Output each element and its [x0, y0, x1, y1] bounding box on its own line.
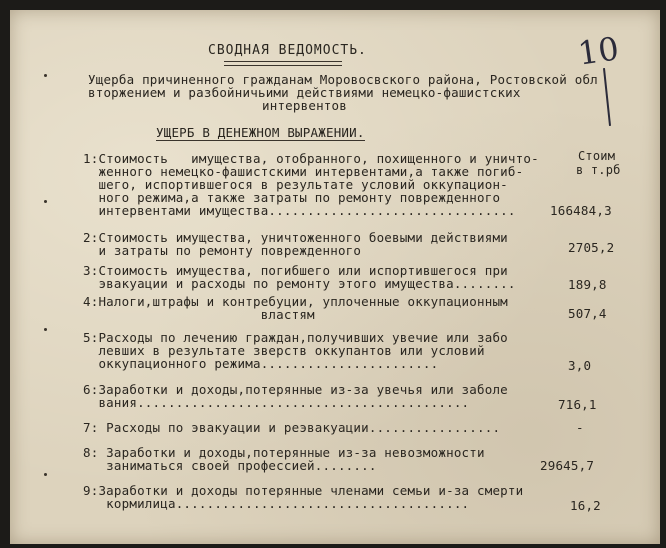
margin-mark: [44, 200, 47, 203]
item-4-line-2: властям: [83, 307, 315, 322]
item-2-value: 2705,2: [568, 240, 615, 255]
item-2-line-1: 2:Стоимость имущества, уничтоженного боевыми действиями: [83, 230, 508, 245]
document-title: СВОДНАЯ ВЕДОМОСТЬ.: [208, 43, 367, 58]
item-7-value: -: [576, 420, 584, 435]
item-3-line-1: 3:Стоимость имущества, погибшего или испортившегося при: [83, 263, 508, 278]
item-8-value: 29645,7: [540, 458, 595, 473]
subtitle-line-3: интервентов: [262, 98, 347, 113]
handwritten-stroke: [603, 68, 611, 126]
item-5-line-1: 5:Расходы по лечению граждан,получивших увечие или забо: [83, 330, 508, 345]
item-1-line-3: шего, испортившегося в результате условий оккупацион-: [83, 177, 508, 192]
title-double-underline: [224, 61, 342, 66]
subtitle-line-1: Ущерба причиненного гражданам Моровосвского района, Ростовской обл: [88, 72, 598, 87]
item-1-value: 166484,3: [550, 203, 612, 218]
margin-mark: [44, 74, 47, 77]
item-2-line-2: и затраты по ремонту поврежденного: [83, 243, 362, 258]
item-4-value: 507,4: [568, 306, 607, 321]
item-3-value: 189,8: [568, 277, 607, 292]
item-1-line-1: 1:Стоимость имущества, отобранного, похищенного и уничто-: [83, 151, 539, 166]
column-header-line-2: в т.рб: [576, 163, 621, 177]
item-9-value: 16,2: [570, 498, 601, 513]
item-4-line-1: 4:Налоги,штрафы и контребуции, уплоченные оккупационным: [83, 294, 508, 309]
item-9-line-2: кормилица......................................: [83, 496, 470, 511]
item-8-line-2: заниматься своей профессией........: [83, 458, 377, 473]
item-1-line-2: женного немецко-фашистскими интервентами,а также погиб-: [83, 164, 524, 179]
margin-mark: [44, 328, 47, 331]
handwritten-number: 10: [575, 29, 622, 73]
item-7-line-1: 7: Расходы по эвакуации и реэвакуации.................: [83, 420, 501, 435]
item-5-value: 3,0: [568, 358, 592, 373]
item-8-line-1: 8: Заработки и доходы,потерянные из-за невозможности: [83, 445, 485, 460]
item-1-line-5: интервентами имущества................................: [83, 203, 516, 218]
item-6-line-2: вания...........................................: [83, 395, 470, 410]
item-6-value: 716,1: [558, 397, 597, 412]
item-1-line-4: ного режима,а также затраты по ремонту поврежденного: [83, 190, 501, 205]
item-3-line-2: эвакуации и расходы по ремонту этого имущества........: [83, 276, 516, 291]
subtitle-line-2: вторжением и разбойничьими действиями немецко-фашистских: [88, 85, 521, 100]
item-6-line-1: 6:Заработки и доходы,потерянные из-за увечья или заболе: [83, 382, 508, 397]
item-5-line-2: левших в результате зверств оккупантов или условий: [83, 343, 485, 358]
column-header-line-1: Стоим: [578, 149, 616, 163]
item-5-line-3: оккупационного режима.......................: [83, 356, 439, 371]
item-9-line-1: 9:Заработки и доходы потерянные членами семьи и-за смерти: [83, 483, 524, 498]
margin-mark: [44, 473, 47, 476]
document-page: [10, 10, 660, 544]
section-heading: УЩЕРБ В ДЕНЕЖНОМ ВЫРАЖЕНИИ.: [156, 125, 365, 140]
